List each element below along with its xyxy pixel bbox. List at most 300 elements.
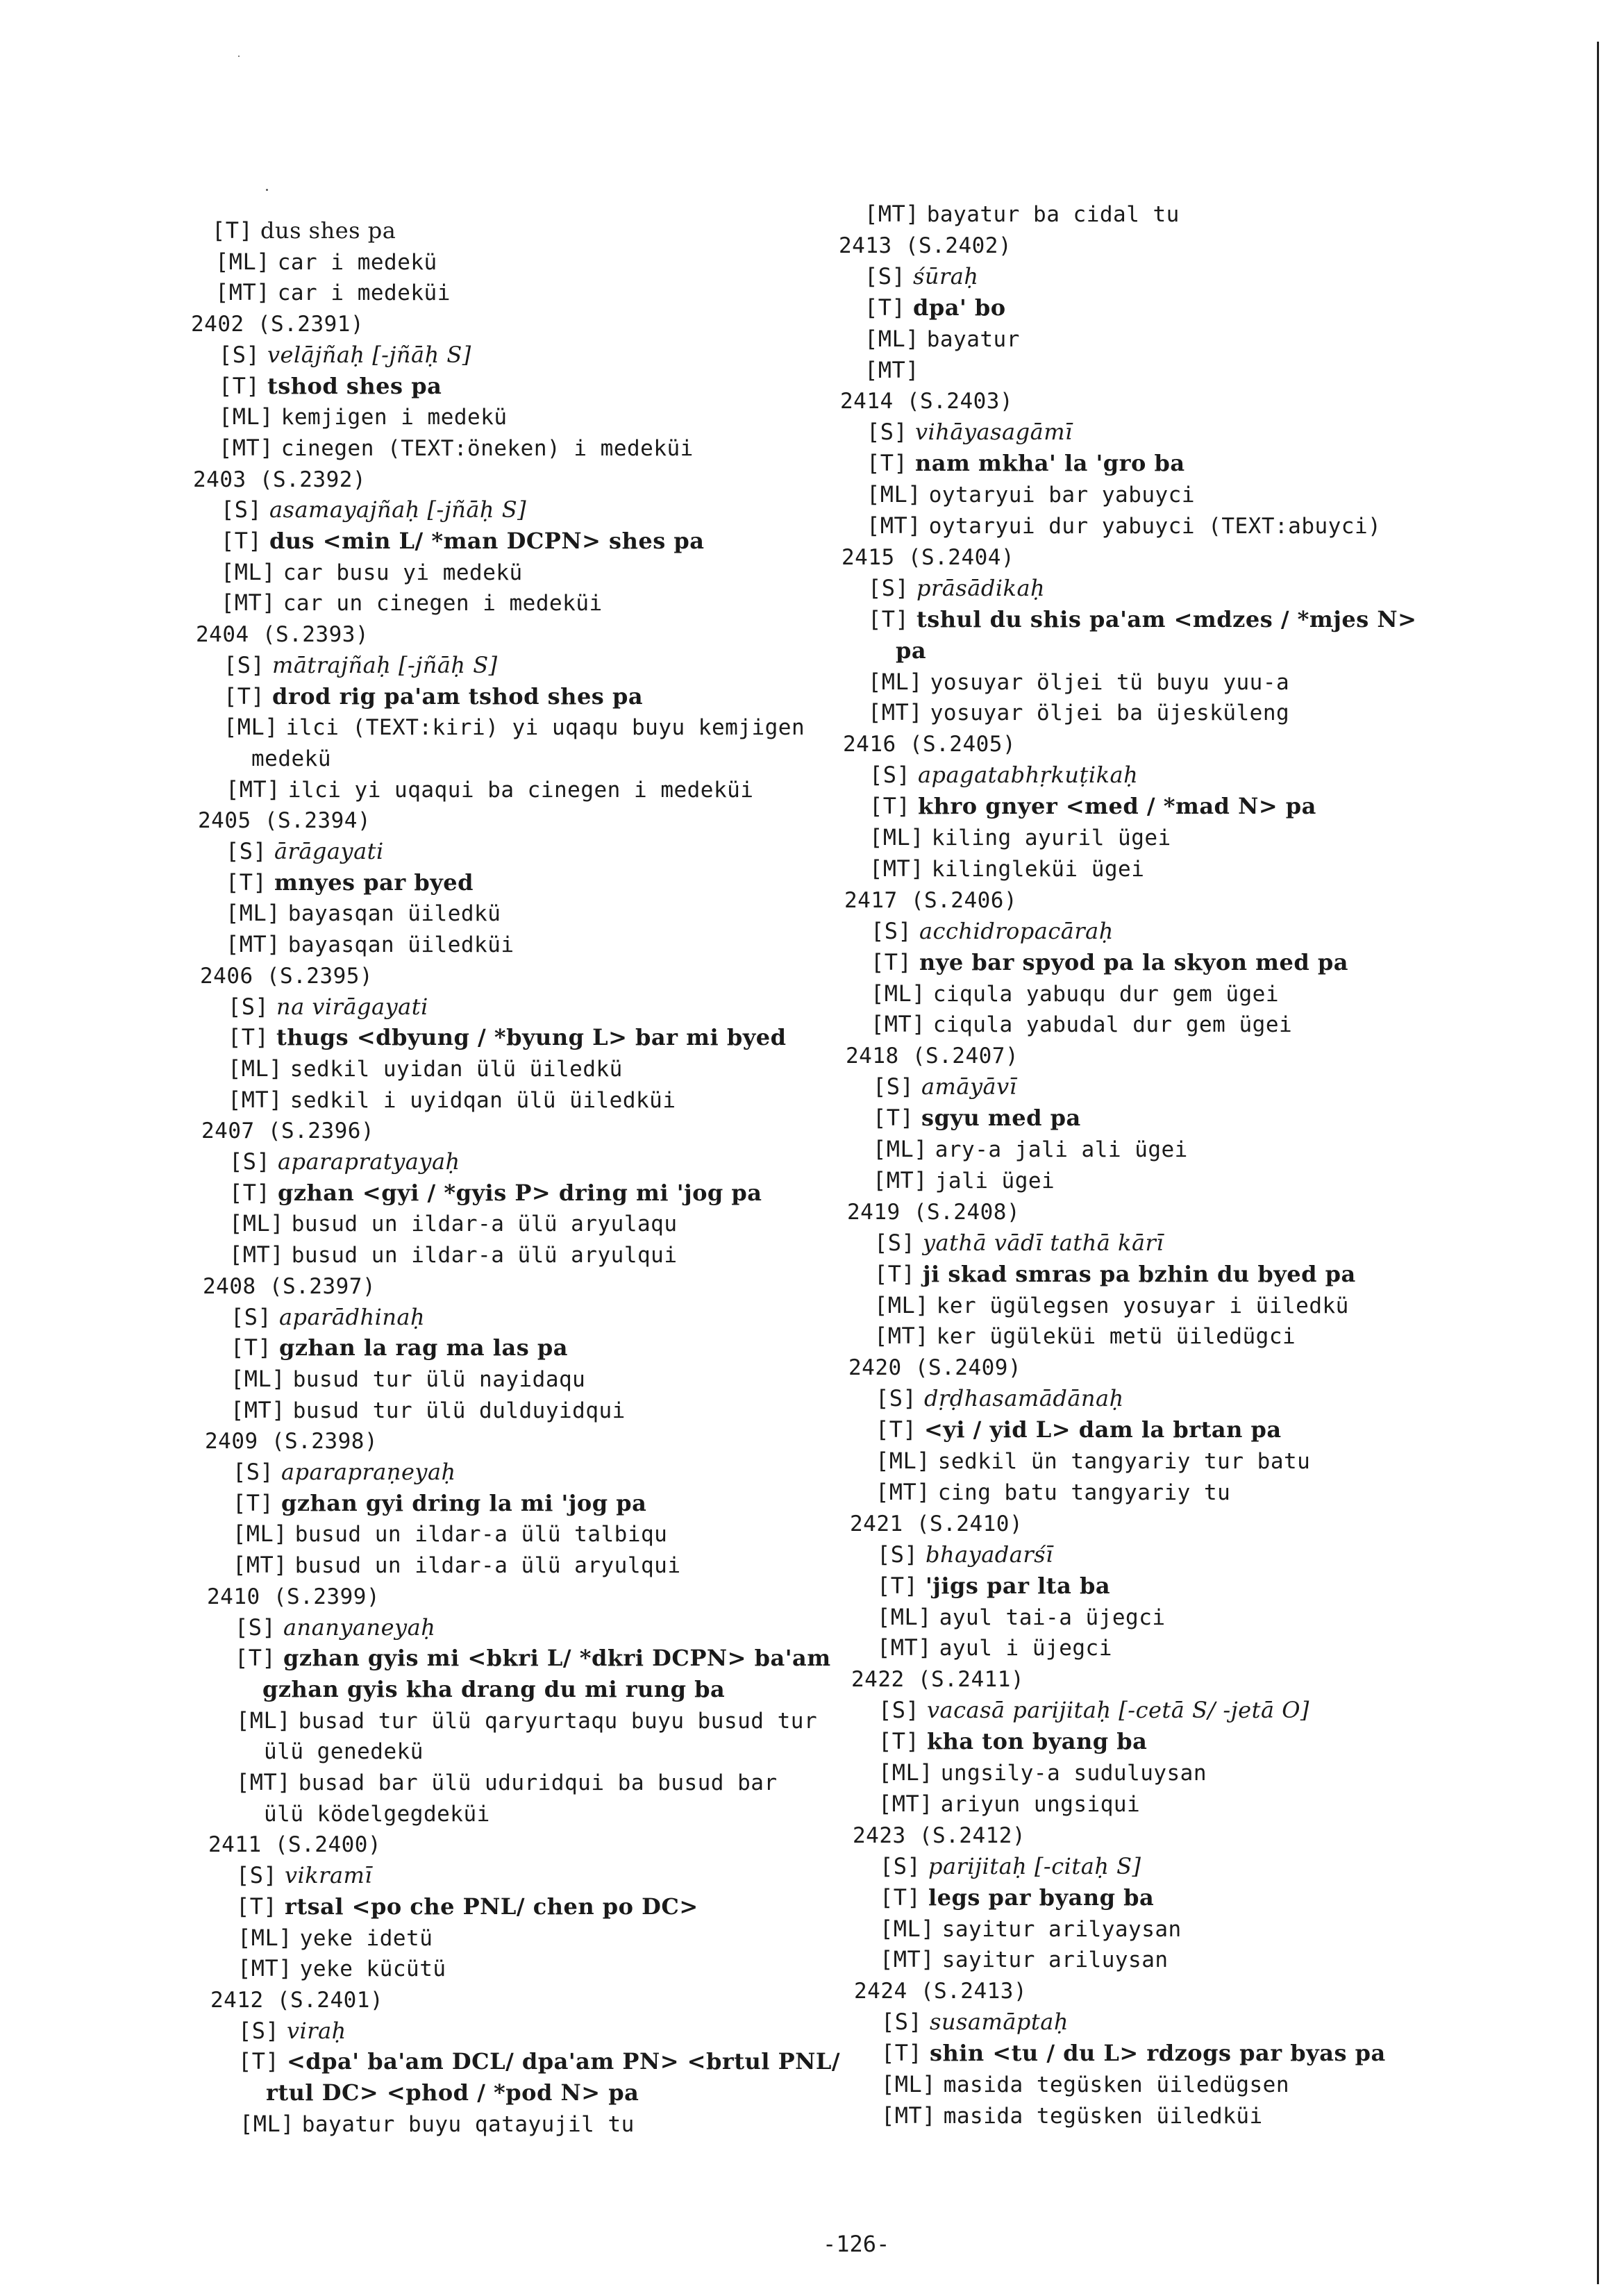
language-tag: [T] <box>235 1645 276 1672</box>
language-tag: [T] <box>878 1728 920 1755</box>
entry-line-mt <box>229 1241 677 1269</box>
entry-line-t <box>231 1334 568 1361</box>
entry-text: gzhan gyis mi <bkri L/ *dkri DCPN> ba'am <box>283 1645 831 1672</box>
language-tag: [MT] <box>229 1241 285 1268</box>
entry-text: rtsal <po che PNL/ chen po DC> <box>284 1893 698 1920</box>
language-tag: [T] <box>880 1884 921 1911</box>
entry-line-ml <box>233 1520 667 1548</box>
entry-text: ilci (TEXT:kiri) yi uqaqu buyu kemjigen <box>285 715 805 741</box>
entry-line-ml <box>881 2070 1289 2099</box>
entry-continuation <box>251 744 331 773</box>
entry-number-text: 2415 (S.2404) <box>842 544 1015 570</box>
language-tag: [MT] <box>871 1011 926 1038</box>
entry-line-t <box>878 1727 1147 1755</box>
entry-number-text: 2408 (S.2397) <box>203 1273 376 1299</box>
entry-line-t <box>874 1260 1356 1288</box>
language-tag: [T] <box>867 450 908 477</box>
entry-line-s <box>871 917 1114 945</box>
entry-text: busud un ildar-a ülü aryulqui <box>294 1553 681 1579</box>
language-tag: [T] <box>228 1024 269 1051</box>
entry-text: cing batu tangyariy tu <box>937 1480 1231 1505</box>
entry-line-s <box>878 1696 1309 1724</box>
entry-text: tshul du shis pa'am <mdzes / *mjes N> <box>916 605 1417 632</box>
language-tag: [T] <box>231 1334 272 1361</box>
entry-text: oytaryui dur yabuyci (TEXT:abuyci) <box>928 514 1382 539</box>
language-tag: [S] <box>876 1385 917 1412</box>
entry-line-ml <box>229 1209 677 1238</box>
entry-number <box>847 1198 1020 1226</box>
entry-line-t <box>233 1489 646 1517</box>
entry-line-mt <box>219 434 694 462</box>
entry-text: na virāgayati <box>276 993 428 1020</box>
entry-text: asamayajñaḥ [-jñāḥ S] <box>269 496 527 523</box>
entry-text: busud tur ülü dulduyidqui <box>292 1398 626 1423</box>
entry-line-t <box>867 449 1185 477</box>
entry-text: masida tegüsken üiledküi <box>943 2103 1263 2129</box>
language-tag: [S] <box>228 993 269 1020</box>
language-tag: [T] <box>868 605 910 632</box>
entry-line-ml <box>219 403 508 431</box>
entry-text: kemjigen i medekü <box>281 405 508 430</box>
language-tag: [ML] <box>881 2071 937 2097</box>
language-tag: [MT] <box>881 2102 937 2129</box>
entry-text: dus <min L/ *man DCPN> shes pa <box>269 528 705 554</box>
language-tag: [S] <box>867 419 908 446</box>
entry-text: car busu yi medekü <box>283 560 523 585</box>
language-tag: [ML] <box>233 1520 288 1548</box>
entry-number <box>854 1977 1027 2005</box>
language-tag: [ML] <box>867 481 922 508</box>
entry-text: car un cinegen i medeküi <box>283 591 603 617</box>
language-tag: [ML] <box>228 1055 283 1082</box>
language-tag: [ML] <box>869 824 925 850</box>
entry-text: vihāyasagāmī <box>914 419 1073 446</box>
language-tag: [S] <box>219 341 260 368</box>
entry-line-s <box>224 651 498 679</box>
entry-line-ml <box>869 823 1171 852</box>
entry-text: <dpa' ba'am DCL/ dpa'am PN> <brtul PNL/ <box>286 2048 841 2075</box>
language-tag: [T] <box>229 1179 271 1206</box>
entry-line-mt <box>237 1954 446 1983</box>
entry-text: ker ügüleküi metü üiledügci <box>936 1324 1296 1350</box>
entry-line-mt <box>873 1166 1055 1195</box>
language-tag: [S] <box>231 1303 272 1330</box>
entry-text: kha ton byang ba <box>926 1728 1148 1755</box>
entry-line-mt <box>871 1010 1292 1039</box>
language-tag: [MT] <box>878 1790 934 1817</box>
entry-line-t <box>235 1644 831 1672</box>
entry-text: shin <tu / du L> rdzogs par byas pa <box>929 2040 1386 2067</box>
entry-line-t <box>871 948 1348 976</box>
entry-line-t <box>873 1104 1081 1132</box>
language-tag: [T] <box>873 1105 914 1132</box>
entry-text: jali ügei <box>935 1168 1055 1193</box>
language-tag: [MT] <box>867 512 922 539</box>
entry-text: ciqula yabudal dur gem ügei <box>932 1012 1293 1038</box>
entry-text: nye bar spyod pa la skyon med pa <box>919 948 1348 975</box>
entry-continuation <box>264 1737 424 1766</box>
entry-text: bhayadarśī <box>925 1541 1053 1568</box>
entry-text: car i medekü <box>277 249 437 275</box>
entry-text: gzhan gyi dring la mi 'jog pa <box>281 1489 647 1516</box>
entry-number-text: 2413 (S.2402) <box>839 233 1012 258</box>
entry-line-mt <box>215 278 451 307</box>
entry-line-s <box>864 262 978 290</box>
language-tag: [MT] <box>228 1086 283 1113</box>
entry-text: ārāgayati <box>274 838 384 864</box>
entry-line-s <box>876 1384 1124 1412</box>
language-tag: [ML] <box>877 1603 932 1630</box>
entry-continuation <box>266 2079 639 2106</box>
entry-text: susamāptaḥ <box>929 2009 1069 2036</box>
entry-text: kiling ayuril ügei <box>931 826 1171 850</box>
entry-line-ml <box>226 899 501 928</box>
entry-number <box>851 1665 1024 1693</box>
language-tag: [S] <box>226 838 267 864</box>
entry-line-ml <box>867 480 1195 509</box>
entry-line-ml <box>237 1924 433 1952</box>
entry-text: legs par byang ba <box>928 1884 1155 1911</box>
entry-line-s <box>867 418 1073 446</box>
entry-number <box>207 1582 380 1611</box>
entry-text: oytaryui bar yabuyci <box>928 483 1196 508</box>
entry-line-ml <box>228 1055 623 1083</box>
entry-line-mt <box>869 855 1144 883</box>
entry-line-s <box>226 837 384 865</box>
entry-line-s <box>235 1614 435 1641</box>
entry-continuation <box>896 637 926 664</box>
entry-line-mt <box>876 1478 1230 1507</box>
language-tag: [T] <box>871 948 912 975</box>
entry-text: bayasqan üiledkü <box>287 901 501 927</box>
entry-number-text: 2421 (S.2410) <box>850 1511 1023 1536</box>
entry-line-ml <box>880 1915 1182 1943</box>
language-tag: [MT] <box>215 279 271 306</box>
language-tag: [S] <box>873 1073 914 1100</box>
language-tag: [ML] <box>229 1210 285 1237</box>
entry-text: thugs <dbyung / *byung L> bar mi byed <box>276 1024 787 1051</box>
entry-line-t <box>219 372 442 400</box>
entry-continuation <box>264 1800 490 1828</box>
language-tag: [ML] <box>226 900 281 927</box>
entry-text: busad tur ülü qaryurtaqu buyu busud tur <box>298 1708 818 1734</box>
entry-text: sayitur ariluysan <box>941 1947 1169 1973</box>
entry-text: ilci yi uqaqui ba cinegen i medeküi <box>287 777 754 803</box>
entry-line-s <box>231 1303 425 1331</box>
entry-line-t <box>881 2039 1386 2067</box>
entry-number-text: 2418 (S.2407) <box>846 1044 1019 1069</box>
entry-number-text: 2424 (S.2413) <box>854 1979 1028 2004</box>
entry-number <box>840 387 1013 415</box>
language-tag: [MT] <box>221 589 276 617</box>
entry-number <box>846 1041 1019 1070</box>
entry-text: bayatur <box>926 326 1020 352</box>
entry-text: kilingleküi ügei <box>931 856 1145 882</box>
entry-line-s <box>236 1861 372 1889</box>
entry-line-s <box>229 1148 460 1175</box>
language-tag: [MT] <box>877 1634 932 1661</box>
language-tag: [MT] <box>864 356 920 383</box>
entry-text: apagatabhṛkuṭikaḥ <box>917 762 1139 789</box>
entry-text: ananyaneyaḥ <box>283 1614 436 1641</box>
entry-line-s <box>233 1458 456 1486</box>
language-tag: [ML] <box>221 558 276 585</box>
entry-line-ml <box>876 1447 1310 1475</box>
continuation-text: ülü genedekü <box>264 1739 424 1765</box>
language-tag: [S] <box>236 1862 278 1889</box>
language-tag: [S] <box>869 762 911 789</box>
language-tag: [T] <box>236 1893 278 1920</box>
language-tag: [MT] <box>233 1552 288 1579</box>
entry-text: sedkil ün tangyariy tur batu <box>937 1449 1311 1474</box>
entry-line-t <box>224 682 643 710</box>
language-tag: [S] <box>878 1697 920 1724</box>
entry-line-ml <box>871 980 1279 1008</box>
entry-number-text: 2419 (S.2408) <box>847 1199 1021 1225</box>
continuation-text: rtul DC> <phod / *pod N> pa <box>266 2079 639 2106</box>
entry-line-ml <box>221 558 523 587</box>
entry-line-t <box>229 1179 762 1207</box>
language-tag: [S] <box>877 1541 919 1568</box>
language-tag: [T] <box>869 793 911 820</box>
entry-number <box>839 231 1012 260</box>
entry-text: nam mkha' la 'gro ba <box>914 450 1185 477</box>
entry-text: viraḥ <box>286 2017 346 2044</box>
language-tag: [T] <box>877 1572 919 1599</box>
entry-number <box>853 1821 1026 1850</box>
entry-line-mt <box>874 1322 1296 1350</box>
language-tag: [T] <box>876 1416 917 1443</box>
language-tag: [MT] <box>864 201 920 227</box>
entry-text: vikramī <box>284 1862 373 1889</box>
entry-line-ml <box>868 668 1289 696</box>
language-tag: [ML] <box>240 2110 295 2137</box>
entry-line-s <box>869 761 1138 789</box>
language-tag: [ML] <box>237 1924 293 1951</box>
entry-line-ml <box>878 1759 1207 1787</box>
entry-line-ml <box>240 2110 635 2138</box>
entry-text: dpa' bo <box>912 294 1006 321</box>
language-tag: [T] <box>233 1489 274 1516</box>
entry-line-mt <box>228 1086 676 1114</box>
entry-text: <yi / yid L> dam la brtan pa <box>923 1416 1282 1443</box>
language-tag: [T] <box>881 2040 923 2067</box>
language-tag: [S] <box>864 262 906 290</box>
entry-line-t <box>869 792 1316 820</box>
entry-text: 'jigs par lta ba <box>925 1572 1111 1599</box>
entry-text: prāsādikaḥ <box>916 574 1046 601</box>
entry-number-text: 2414 (S.2403) <box>840 389 1014 414</box>
entry-number <box>200 962 373 990</box>
entry-line-s <box>880 1852 1141 1880</box>
language-tag: [T] <box>221 528 262 554</box>
entry-line-mt <box>864 356 919 385</box>
entry-line-t <box>876 1416 1282 1443</box>
entry-line-s <box>219 341 471 369</box>
entry-text: aparapratyayaḥ <box>277 1148 460 1175</box>
entry-text: dus shes pa <box>260 217 396 244</box>
entry-text: sedkil i uyidqan ülü üiledküi <box>290 1087 676 1113</box>
entry-line-t <box>226 869 474 896</box>
language-tag: [ML] <box>873 1136 928 1162</box>
language-tag: [ML] <box>224 714 279 741</box>
language-tag: [S] <box>224 651 265 678</box>
language-tag: [ML] <box>215 248 271 275</box>
entry-text: busud un ildar-a ülü talbiqu <box>294 1522 668 1548</box>
language-tag: [S] <box>238 2017 280 2044</box>
language-tag: [S] <box>233 1459 274 1485</box>
entry-text: busad bar ülü uduridqui ba busud bar <box>298 1770 778 1795</box>
entry-text: busud tur ülü nayidaqu <box>292 1366 586 1392</box>
entry-number <box>193 465 366 494</box>
entry-text: ungsily-a suduluysan <box>940 1761 1207 1786</box>
language-tag: [T] <box>238 2048 280 2075</box>
continuation-text: gzhan gyis kha drang du mi rung ba <box>262 1675 726 1702</box>
continuation-text: pa <box>896 637 927 664</box>
language-tag: [MT] <box>868 699 923 726</box>
entry-number-text: 2417 (S.2406) <box>844 887 1018 913</box>
entry-text: bayatur ba cidal tu <box>926 202 1180 227</box>
language-tag: [ML] <box>874 1291 930 1318</box>
language-tag: [MT] <box>219 434 274 461</box>
entry-number <box>203 1272 376 1300</box>
scan-speck <box>238 56 240 57</box>
entry-number-text: 2403 (S.2392) <box>193 467 367 492</box>
scan-speck <box>266 189 268 191</box>
entry-line-t <box>880 1884 1154 1911</box>
entry-number <box>843 730 1016 758</box>
entry-line-t <box>236 1893 698 1920</box>
entry-text: velājñaḥ [-jñāḥ S] <box>267 341 471 368</box>
language-tag: [ML] <box>864 325 920 352</box>
entry-text: yeke idetü <box>299 1925 433 1951</box>
entry-line-mt <box>864 200 1180 228</box>
language-tag: [ML] <box>231 1365 286 1392</box>
entry-line-s <box>881 2008 1069 2036</box>
entry-text: bayatur buyu qatayujil tu <box>301 2111 635 2137</box>
entry-number <box>844 886 1017 914</box>
entry-text: cinegen (TEXT:öneken) i medeküi <box>281 435 694 461</box>
entry-number <box>198 806 371 835</box>
entry-text: yeke kücütü <box>299 1956 446 1982</box>
entry-number-text: 2405 (S.2394) <box>198 808 371 834</box>
entry-line-ml <box>864 325 1020 353</box>
entry-line-mt <box>226 930 514 959</box>
entry-number-text: 2423 (S.2412) <box>853 1822 1026 1848</box>
language-tag: [MT] <box>880 1946 935 1973</box>
entry-number-text: 2420 (S.2409) <box>848 1355 1022 1381</box>
entry-text: yosuyar öljei tü buyu yuu-a <box>930 669 1290 695</box>
entry-line-s <box>221 496 526 523</box>
entry-line-mt <box>867 512 1381 540</box>
entry-line-t <box>877 1572 1110 1600</box>
entry-number <box>210 1986 383 2014</box>
language-tag: [MT] <box>236 1769 292 1795</box>
entry-line-s <box>873 1073 1016 1100</box>
entry-text: mātrajñaḥ [-jñāḥ S] <box>271 651 498 678</box>
language-tag: [S] <box>221 496 262 523</box>
language-tag: [ML] <box>219 403 274 430</box>
language-tag: [MT] <box>231 1396 286 1423</box>
entry-text: acchidropacāraḥ <box>919 917 1114 944</box>
entry-text: mnyes par byed <box>274 869 474 896</box>
language-tag: [S] <box>235 1614 276 1641</box>
entry-number <box>842 543 1014 571</box>
entry-line-mt <box>226 776 753 804</box>
entry-line-s <box>868 574 1045 602</box>
language-tag: [T] <box>874 1260 916 1287</box>
language-tag: [T] <box>219 372 260 399</box>
language-tag: [MT] <box>237 1955 293 1982</box>
entry-text: gzhan <gyi / *gyis P> dring mi 'jog pa <box>277 1179 762 1206</box>
entry-line-t <box>228 1023 787 1051</box>
language-tag: [T] <box>212 217 253 244</box>
entry-number <box>848 1353 1021 1382</box>
entry-text: ayul i üjegci <box>939 1636 1112 1661</box>
entry-text: khro gnyer <med / *mad N> pa <box>917 793 1316 820</box>
entry-text: tshod shes pa <box>267 372 442 399</box>
language-tag: [MT] <box>873 1166 928 1193</box>
entry-number <box>201 1116 374 1145</box>
entry-number <box>208 1830 381 1859</box>
language-tag: [S] <box>880 1852 921 1879</box>
entry-text: sgyu med pa <box>921 1105 1081 1132</box>
language-tag: [T] <box>226 869 267 896</box>
entry-text: ji skad smras pa bzhin du byed pa <box>922 1260 1356 1287</box>
entry-line-t <box>238 2047 840 2075</box>
entry-text: vacasā parijitaḥ [-cetā S/ -jetā O] <box>926 1697 1309 1724</box>
language-tag: [ML] <box>880 1915 935 1942</box>
entry-number <box>850 1509 1023 1538</box>
language-tag: [ML] <box>876 1448 931 1474</box>
entry-text: car i medeküi <box>277 280 451 306</box>
entry-line-mt <box>878 1790 1140 1818</box>
entry-number <box>196 620 369 648</box>
language-tag: [ML] <box>871 980 926 1007</box>
entry-text: yosuyar öljei ba üjesküleng <box>930 701 1290 726</box>
entry-line-t <box>221 527 704 555</box>
language-tag: [S] <box>874 1229 916 1256</box>
language-tag: [S] <box>868 574 910 601</box>
entry-text: busud un ildar-a ülü aryulqui <box>291 1243 678 1268</box>
language-tag: [S] <box>881 2009 923 2036</box>
entry-continuation <box>262 1675 725 1703</box>
entry-text: śūraḥ <box>912 262 979 290</box>
entry-line-ml <box>215 248 437 276</box>
language-tag: [ML] <box>878 1759 934 1786</box>
entry-number-text: 2412 (S.2401) <box>210 1987 384 2013</box>
entry-text: ariyun ungsiqui <box>940 1791 1141 1817</box>
entry-text: bayasqan üiledküi <box>287 932 514 958</box>
language-tag: [S] <box>229 1148 271 1175</box>
entry-line-t <box>212 217 396 244</box>
entry-text: yathā vādī tathā kārī <box>922 1229 1164 1256</box>
language-tag: [MT] <box>874 1323 930 1350</box>
language-tag: [ML] <box>868 668 923 695</box>
language-tag: [MT] <box>876 1478 931 1505</box>
continuation-text: medekü <box>251 746 331 771</box>
entry-text: dṛḍhasamādānaḥ <box>923 1385 1124 1412</box>
entry-line-mt <box>877 1634 1112 1662</box>
entry-line-s <box>874 1229 1164 1257</box>
entry-text: masida tegüsken üiledügsen <box>943 2072 1289 2097</box>
entry-text: ciqula yabuqu dur gem ügei <box>932 981 1279 1007</box>
entry-number-text: 2410 (S.2399) <box>207 1584 380 1609</box>
entry-line-ml <box>236 1707 817 1735</box>
entry-number-text: 2407 (S.2396) <box>201 1118 375 1144</box>
page-number: -126- <box>823 2231 890 2257</box>
entry-line-mt <box>868 698 1289 727</box>
